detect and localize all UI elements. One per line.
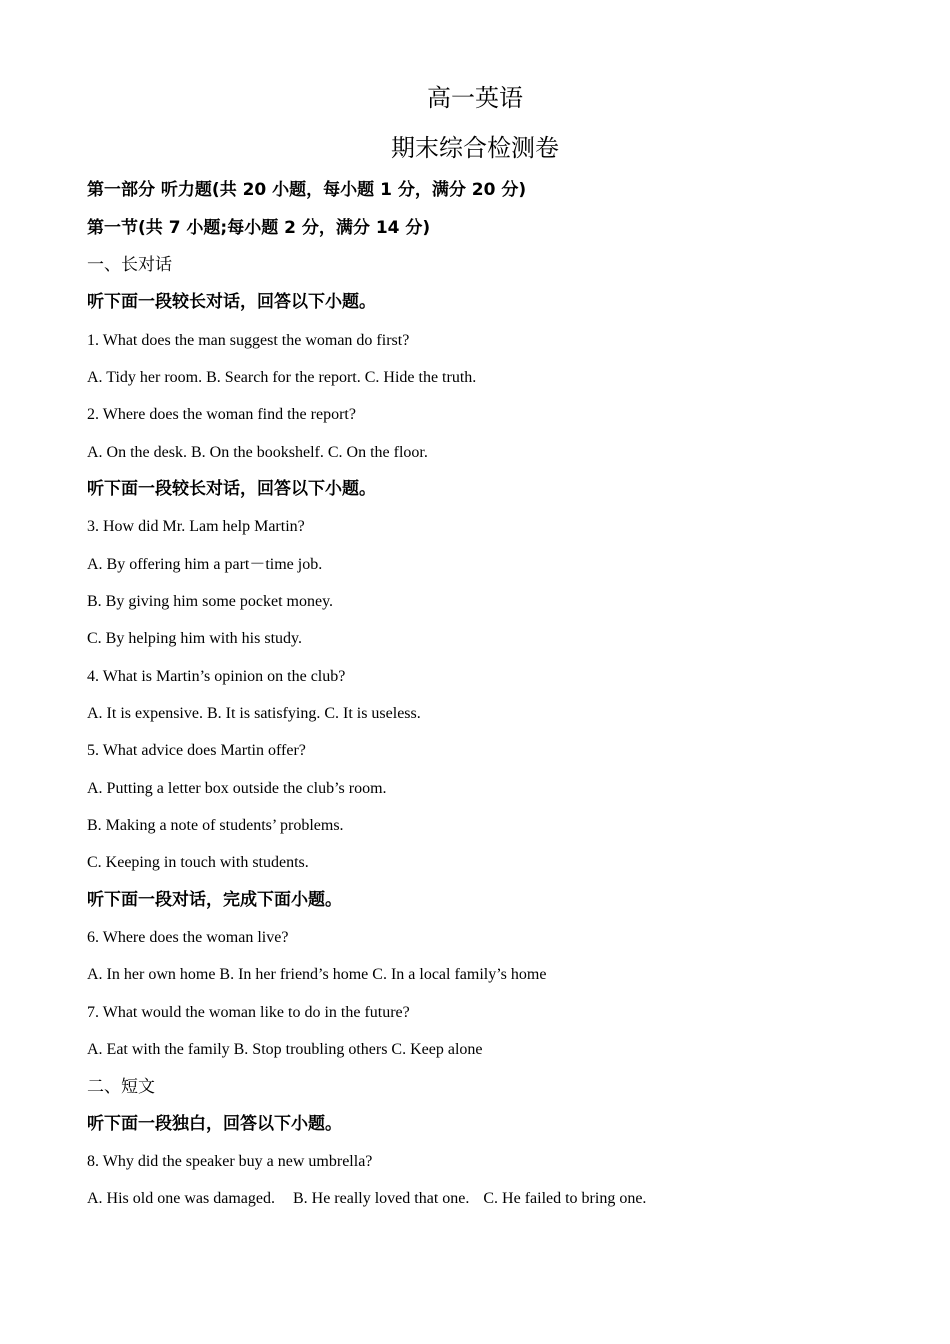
question-3-option-c: C. By helping him with his study.	[87, 630, 302, 647]
question-8-option-b: B. He really loved that one.	[292, 1190, 470, 1207]
section1-heading: 第一节(共 7 小题;每小题 2 分，满分 14 分)	[87, 218, 431, 238]
question-3-option-b: B. By giving him some pocket money.	[87, 593, 334, 610]
group1-instruction: 听下面一段较长对话，回答以下小题。	[87, 292, 376, 312]
question-3: 3. How did Mr. Lam help Martin?	[87, 518, 305, 535]
question-5-option-b: B. Making a note of students’ problems.	[87, 817, 344, 834]
question-4-options: A. It is expensive. B. It is satisfying. C. It is useless.	[87, 705, 421, 722]
question-6: 6. Where does the woman live?	[87, 929, 289, 946]
question-8-options	[87, 1189, 646, 1209]
group3-instruction: 听下面一段对话，完成下面小题。	[87, 890, 342, 910]
question-5-option-a: A. Putting a letter box outside the club’s room.	[87, 780, 387, 797]
question-4: 4. What is Martin’s opinion on the club?	[87, 668, 346, 685]
question-8-option-c: C. He failed to bring one.	[483, 1190, 647, 1207]
question-7-options: A. Eat with the family B. Stop troubling others C. Keep alone	[87, 1041, 483, 1058]
group2-instruction: 听下面一段较长对话，回答以下小题。	[87, 479, 376, 499]
part1-heading: 第一部分 听力题(共 20 小题，每小题 1 分，满分 20 分)	[87, 180, 527, 200]
sub1-heading: 一、长对话	[87, 255, 172, 275]
question-3-option-a: A. By offering him a part－time job.	[87, 556, 323, 573]
question-1-options: A. Tidy her room. B. Search for the report. C. Hide the truth.	[87, 369, 477, 386]
question-8: 8. Why did the speaker buy a new umbrella?	[87, 1153, 373, 1170]
question-2: 2. Where does the woman find the report?	[87, 406, 356, 423]
question-8-option-a: A. His old one was damaged.	[87, 1190, 275, 1207]
sub2-heading: 二、短文	[87, 1077, 155, 1097]
page-title: 高一英语	[427, 84, 523, 112]
question-6-options: A. In her own home B. In her friend’s home C. In a local family’s home	[87, 966, 547, 983]
question-2-options: A. On the desk. B. On the bookshelf. C. On the floor.	[87, 444, 428, 461]
page-subtitle: 期末综合检测卷	[391, 134, 559, 162]
group4-instruction: 听下面一段独白，回答以下小题。	[87, 1114, 342, 1134]
question-5: 5. What advice does Martin offer?	[87, 742, 306, 759]
question-5-option-c: C. Keeping in touch with students.	[87, 854, 309, 871]
question-1: 1. What does the man suggest the woman do first?	[87, 332, 410, 349]
question-7: 7. What would the woman like to do in the future?	[87, 1004, 410, 1021]
